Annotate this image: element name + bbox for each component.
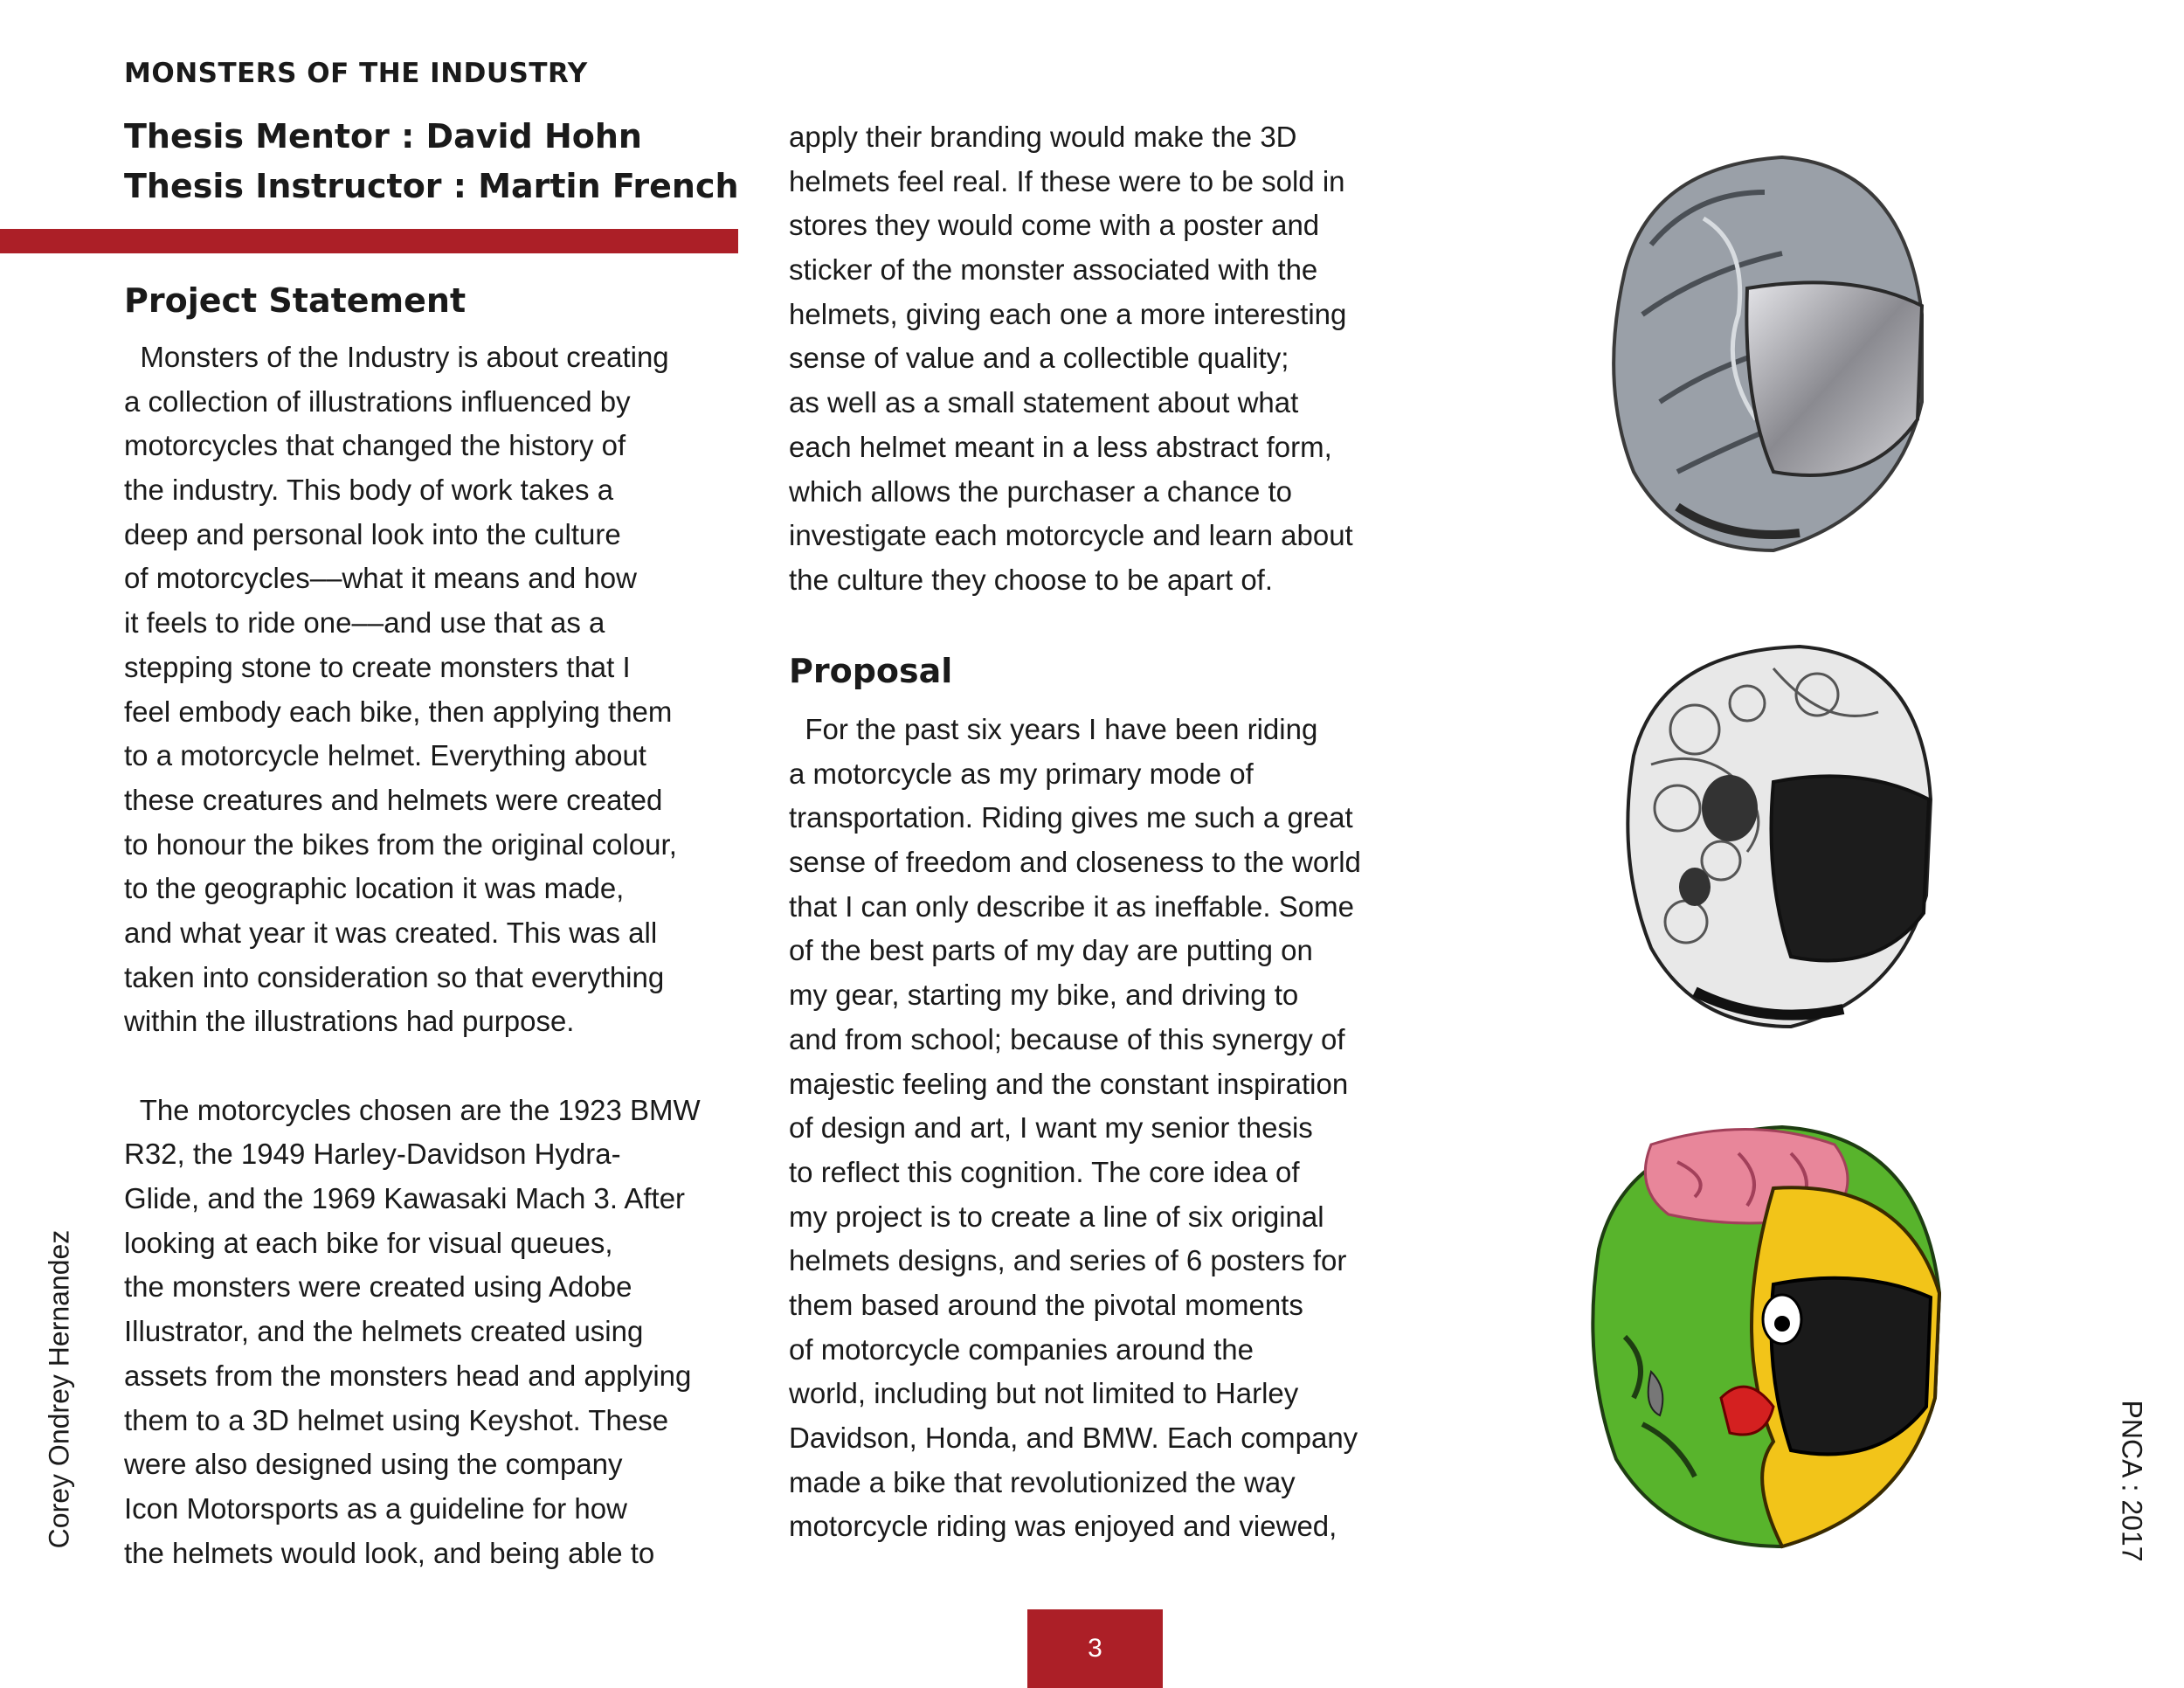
- text-line: Illustrator, and the helmets created using: [124, 1315, 644, 1348]
- text-line: to honour the bikes from the original colour,: [124, 827, 677, 861]
- red-divider-bar: [0, 229, 738, 253]
- text-line: Icon Motorsports as a guideline for how: [124, 1491, 627, 1525]
- text-line: within the illustrations had purpose.: [124, 1005, 575, 1038]
- page-header-title: MONSTERS OF THE INDUSTRY: [124, 58, 588, 89]
- author-name: Corey Ondrey Hernandez: [43, 1229, 75, 1549]
- text-line: [124, 1044, 701, 1089]
- text-line: my gear, starting my bike, and driving to: [789, 979, 1299, 1012]
- text-line: helmets, giving each one a more interesting: [789, 297, 1347, 330]
- text-line: of motorcycles––what it means and how: [124, 562, 637, 595]
- text-line: and from school; because of this synergy of: [789, 1022, 1345, 1055]
- text-line: as well as a small statement about what: [789, 386, 1299, 419]
- proposal-body: [789, 708, 1361, 1549]
- project-statement-body: [124, 336, 701, 1575]
- text-line: the culture they choose to be apart of.: [789, 563, 1274, 596]
- text-line: and what year it was created. This was all: [124, 916, 658, 949]
- text-line: a collection of illustrations influenced by: [124, 384, 631, 418]
- text-line: Monsters of the Industry is about creating: [124, 341, 669, 373]
- text-line: my project is to create a line of six original: [789, 1200, 1324, 1233]
- text-line: For the past six years I have been riding: [789, 713, 1318, 745]
- text-line: transportation. Riding gives me such a great: [789, 801, 1353, 834]
- text-line: it feels to ride one––and use that as a: [124, 606, 605, 640]
- helmet-paisley-skull-white-icon: [1599, 633, 1948, 1044]
- text-line: stores they would come with a poster and: [789, 209, 1320, 242]
- text-line: the industry. This body of work takes a: [124, 474, 614, 507]
- school-year: PNCA : 2017: [2116, 1400, 2148, 1562]
- text-line: looking at each bike for visual queues,: [124, 1226, 613, 1259]
- statement-continued-body: [789, 115, 1353, 603]
- text-line: sense of freedom and closeness to the world: [789, 846, 1361, 879]
- text-line: feel embody each bike, then applying them: [124, 695, 673, 728]
- text-line: to reflect this cognition. The core idea of: [789, 1155, 1300, 1188]
- text-line: a motorcycle as my primary mode of: [789, 757, 1254, 790]
- text-line: investigate each motorcycle and learn about: [789, 519, 1353, 552]
- text-line: sense of value and a collectible quality;: [789, 342, 1289, 375]
- helmet-yellow-green-brain-icon: [1572, 1110, 1948, 1564]
- text-line: the helmets would look, and being able to: [124, 1536, 655, 1569]
- thesis-mentor: Thesis Mentor : David Hohn: [124, 117, 642, 156]
- page-number-badge: [1027, 1609, 1163, 1688]
- text-line: world, including but not limited to Harley: [789, 1377, 1299, 1410]
- text-line: sticker of the monster associated with the: [789, 253, 1318, 287]
- text-line: helmets designs, and series of 6 posters for: [789, 1244, 1347, 1277]
- text-line: motorcycle riding was enjoyed and viewed,: [789, 1510, 1337, 1543]
- text-line: assets from the monsters head and applying: [124, 1359, 692, 1392]
- text-line: helmets feel real. If these were to be sold in: [789, 164, 1345, 197]
- helmet-biomech-silver-icon: [1572, 140, 1939, 577]
- page-number: 3: [1088, 1634, 1102, 1663]
- thesis-instructor: Thesis Instructor : Martin French: [124, 167, 739, 205]
- proposal-heading: Proposal: [789, 652, 953, 690]
- text-line: deep and personal look into the culture: [124, 517, 621, 550]
- text-line: Glide, and the 1969 Kawasaki Mach 3. After: [124, 1182, 686, 1215]
- text-line: these creatures and helmets were created: [124, 783, 663, 816]
- text-line: Davidson, Honda, and BMW. Each company: [789, 1422, 1358, 1454]
- text-line: of design and art, I want my senior thesis: [789, 1111, 1313, 1145]
- text-line: R32, the 1949 Harley-Davidson Hydra-: [124, 1138, 621, 1171]
- text-line: majestic feeling and the constant inspiration: [789, 1067, 1349, 1100]
- text-line: motorcycles that changed the history of: [124, 429, 626, 462]
- text-line: of motorcycle companies around the: [789, 1332, 1254, 1366]
- text-line: the monsters were created using Adobe: [124, 1270, 632, 1304]
- text-line: to a motorcycle helmet. Everything about: [124, 739, 646, 772]
- text-line: to the geographic location it was made,: [124, 872, 625, 905]
- text-line: which allows the purchaser a chance to: [789, 474, 1292, 508]
- text-line: The motorcycles chosen are the 1923 BMW: [124, 1093, 701, 1126]
- text-line: them to a 3D helmet using Keyshot. These: [124, 1403, 669, 1436]
- project-statement-heading: Project Statement: [124, 281, 467, 320]
- text-line: them based around the pivotal moments: [789, 1288, 1303, 1321]
- text-line: stepping stone to create monsters that I: [124, 650, 631, 683]
- text-line: taken into consideration so that everything: [124, 960, 665, 993]
- text-line: that I can only describe it as ineffable. Some: [789, 889, 1354, 923]
- text-line: each helmet meant in a less abstract form,: [789, 430, 1332, 463]
- text-line: made a bike that revolutionized the way: [789, 1465, 1296, 1498]
- text-line: of the best parts of my day are putting on: [789, 934, 1313, 967]
- text-line: apply their branding would make the 3D: [789, 121, 1297, 153]
- text-line: were also designed using the company: [124, 1448, 623, 1481]
